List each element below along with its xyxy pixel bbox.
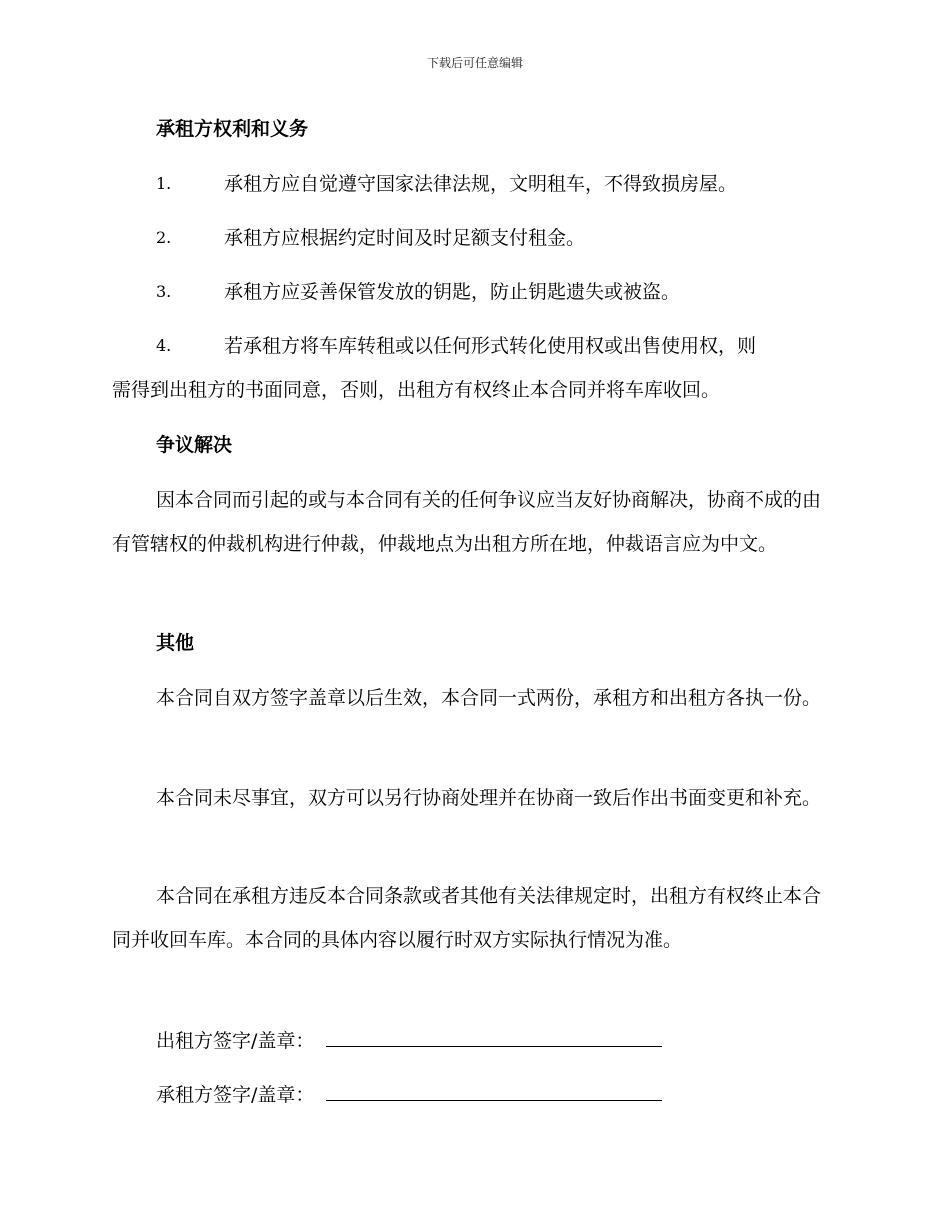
list-item-number: 3.	[156, 282, 172, 301]
list-item-text-line1: 若承租方将车库转租或以任何形式转化使用权或出售使用权，则	[224, 335, 757, 357]
list-item	[112, 162, 832, 206]
list-item-text-line2: 需得到出租方的书面同意，否则，出租方有权终止本合同并将车库收回。	[112, 379, 721, 401]
list-item-text: 承租方应根据约定时间及时足额支付租金。	[224, 227, 586, 249]
list-item	[112, 270, 832, 314]
section-heading-obligations: 承租方权利和义务	[156, 118, 309, 140]
list-item-number: 4.	[156, 336, 172, 355]
lessor-signature-line	[326, 1028, 662, 1047]
lessee-signature-line	[326, 1082, 662, 1101]
list-item-text: 承租方应妥善保管发放的钥匙，防止钥匙遗失或被盗。	[224, 281, 681, 303]
section-heading-other: 其他	[156, 632, 195, 654]
list-item-number: 1.	[156, 174, 172, 193]
lessor-signature-row	[156, 1026, 662, 1053]
dispute-paragraph: 因本合同而引起的或与本合同有关的任何争议应当友好协商解决，协商不成的由有管辖权的仲裁机构进行仲裁，仲裁地点为出租方所在地，仲裁语言应为中文。	[112, 489, 822, 555]
page-header: 下载后可任意编辑	[426, 56, 523, 70]
list-item	[112, 216, 832, 260]
section-heading-dispute: 争议解决	[156, 434, 233, 456]
other-paragraph-1: 本合同自双方签字盖章以后生效，本合同一式两份，承租方和出租方各执一份。	[156, 687, 822, 709]
lessee-signature-row	[156, 1080, 662, 1107]
list-item-text: 承租方应自觉遵守国家法律法规，文明租车，不得致损房屋。	[224, 173, 738, 195]
other-paragraph-3: 本合同在承租方违反本合同条款或者其他有关法律规定时，出租方有权终止本合同并收回车库。本合同的具体内容以履行时双方实际执行情况为准。	[112, 885, 822, 951]
list-item-number: 2.	[156, 228, 172, 247]
list-item	[112, 324, 832, 412]
other-paragraph-2: 本合同未尽事宜，双方可以另行协商处理并在协商一致后作出书面变更和补充。	[156, 787, 822, 809]
lessee-signature-label: 承租方签字/盖章：	[156, 1084, 315, 1106]
lessor-signature-label: 出租方签字/盖章：	[156, 1030, 315, 1052]
